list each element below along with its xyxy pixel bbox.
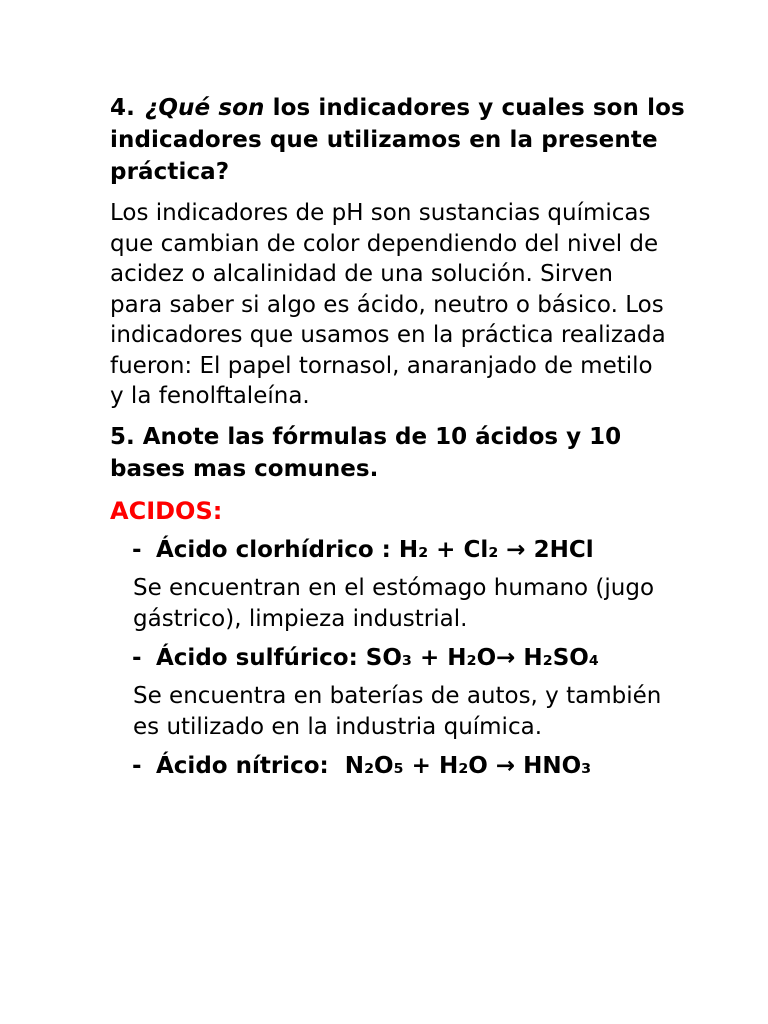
question-4-heading	[110, 92, 710, 188]
question-4-emphasis: ¿Qué son	[144, 95, 265, 121]
question-5-heading: 5. Anote las fórmulas de 10 ácidos y 10 bases mas comunes.	[110, 423, 622, 482]
acid-item-title: Ácido sulfúrico: SO₃ + H₂O→ H₂SO₄	[156, 644, 599, 671]
question-4-number: 4.	[110, 95, 135, 121]
acid-item-description: Se encuentran en el estómago humano (jugo gástrico), limpieza industrial.	[133, 574, 655, 632]
acid-item-title: Ácido nítrico: N₂O₅ + H₂O → HNO₃	[156, 752, 592, 779]
bullet-dash: -	[132, 644, 142, 671]
acid-item-description: Se encuentra en baterías de autos, y también es utilizado en la industria química.	[133, 682, 662, 740]
acid-item-title: Ácido clorhídrico : H₂ + Cl₂ → 2HCl	[156, 536, 594, 563]
acids-section-title: ACIDOS:	[110, 496, 223, 525]
bullet-dash: -	[132, 752, 142, 779]
question-4-heading-text: los indicadores y cuales son los indicadores que utilizamos en la presente práctica?	[110, 95, 685, 185]
acid-item-hydrochloric	[132, 534, 710, 566]
bullet-dash: -	[132, 536, 142, 563]
document-page	[110, 92, 710, 782]
question-4-answer: Los indicadores de pH son sustancias químicas que cambian de color dependiendo del nivel de acidez o alcalinidad de una solución. Sirven para saber si algo es ácido, neutro o básico. Los indicadores que usamos en la práctica realizada fueron: El papel tornasol, anaranjado de metilo y la fenolftaleína.	[110, 200, 666, 409]
acid-item-sulfuric	[132, 642, 710, 674]
acid-item-nitric	[132, 750, 710, 782]
